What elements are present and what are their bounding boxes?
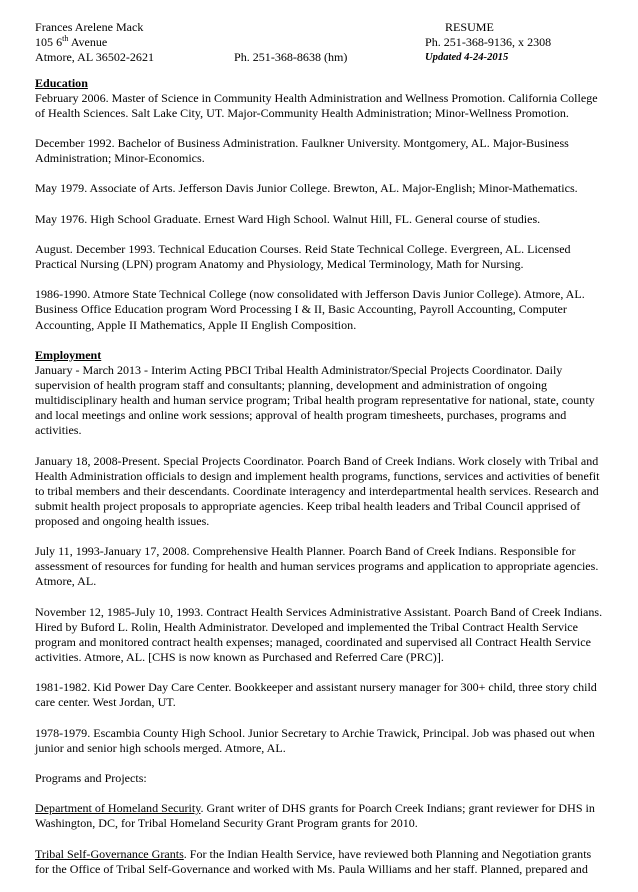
employment-entry-health-planner: July 11, 1993-January 17, 2008. Comprehensive Health Planner. Poarch Band of Creek Indians. Responsible for assessment of resources for funding for health and human services programs and application to appropriate agencies. Atmore, AL. <box>35 544 599 589</box>
program-text-homeland-security: . Grant writer of DHS grants for Poarch Creek Indians; grant reviewer for DHS in Washington, DC, for Tribal Homeland Security Grant Program grants for 2010. <box>35 801 595 831</box>
employment-entry-chs-assistant: November 12, 1985-July 10, 1993. Contract Health Services Administrative Assistant. Poarch Band of Creek Indians. Hired by Buford L. Rolin, Health Administrator. Developed and implemented the Tribal Contract Health Service program and monitored contract health expenses; managed, coordinated and supervised all Contract Health Service activities. Atmore, AL. [CHS is now known as Purchased and Referred Care (PRC)]. <box>35 604 603 664</box>
header-row-2 <box>35 35 605 50</box>
program-title-self-governance: Tribal Self-Governance Grants <box>35 846 184 861</box>
program-item-self-governance <box>35 847 605 877</box>
employment-entry-day-care: 1981-1982. Kid Power Day Care Center. Bookkeeper and assistant nursery manager for 300+ child, three story child care center. West Jordan, UT. <box>35 680 597 710</box>
program-title-homeland-security: Department of Homeland Security <box>35 801 201 816</box>
education-entry-masters: February 2006. Master of Science in Community Health Administration and Wellness Promotion. California College of Health Sciences. Salt Lake City, UT. Major-Community Health Administration; Minor-Wellness Promotion. <box>35 90 598 120</box>
header-row-1 <box>35 20 605 35</box>
work-phone: Ph. 251-368-9136, x 2308 <box>425 35 552 50</box>
employment-entry-special-projects: January 18, 2008-Present. Special Projects Coordinator. Poarch Band of Creek Indians. Work closely with Tribal and Health Administration officials to design and implement health programs, functions, services and activities of benefit to tribal members and their descendants. Coordinate interagency and interdepartmental health services. Research and submit health project proposals to appropriate agencies. Keep tribal health leaders and Tribal Council apprised of proposed and ongoing health issues. <box>35 453 600 528</box>
education-entry-nursing: August. December 1993. Technical Education Courses. Reid State Technical College. Evergreen, AL. Licensed Practical Nursing (LPN) program Anatomy and Physiology, Medical Terminology, Math for Nursing. <box>35 241 571 272</box>
employment-heading: Employment <box>35 347 102 362</box>
education-entry-associate: May 1979. Associate of Arts. Jefferson Davis Junior College. Brewton, AL. Major-English; Minor-Mathematics. <box>35 181 578 196</box>
program-item-homeland-security <box>35 801 605 831</box>
updated-date: Updated 4-24-2015 <box>425 52 509 64</box>
applicant-name: Frances Arelene Mack <box>35 20 144 34</box>
resume-page <box>35 20 605 892</box>
document-title: RESUME <box>445 20 494 34</box>
programs-heading: Programs and Projects: <box>35 771 147 785</box>
education-entry-high-school: May 1976. High School Graduate. Ernest Ward High School. Walnut Hill, FL. General course of studies. <box>35 211 541 226</box>
city-state-zip: Atmore, AL 36502-2621 <box>35 50 155 65</box>
program-text-self-governance: . For the Indian Health Service, have reviewed both Planning and Negotiation grants for the Office of Tribal Self-Governance and worked with Ms. Paula Williams and her staff. Planned, prepared and <box>35 846 592 876</box>
street-name: Avenue <box>68 35 108 50</box>
home-phone: Ph. 251-368-8638 (hm) <box>234 50 348 65</box>
ordinal-suffix: th <box>62 34 69 44</box>
street-address <box>35 35 107 50</box>
education-heading: Education <box>35 75 88 90</box>
street-number: 105 6 <box>35 35 63 50</box>
education-entry-bachelors: December 1992. Bachelor of Business Administration. Faulkner University. Montgomery, AL. Major-Business Administration; Minor-Economics. <box>35 136 569 166</box>
employment-entry-high-school-secretary: 1978-1979. Escambia County High School. Junior Secretary to Archie Trawick, Principal. Job was phased out when junior and senior high schools merged. Atmore, AL. <box>35 725 595 755</box>
employment-entry-interim-administrator: January - March 2013 - Interim Acting PBCI Tribal Health Administrator/Special Projects Coordinator. Daily supervision of health program staff and consultants; planning, development and administration of ongoing multidisciplinary health and human service program; Tribal health program representative for national, state, county and local meetings and online work sessions; approval of health program timesheets, purchases, programs and activities. <box>35 362 595 438</box>
header-row-3 <box>35 50 605 65</box>
education-entry-business-office: 1986-1990. Atmore State Technical College (now consolidated with Jefferson Davis Junior College). Atmore, AL. Business Office Education program Word Processing I & II, Basic Accounting, Payroll Accounting, Computer Accounting, Apple II Mathematics, Apple II English Composition. <box>35 287 585 332</box>
